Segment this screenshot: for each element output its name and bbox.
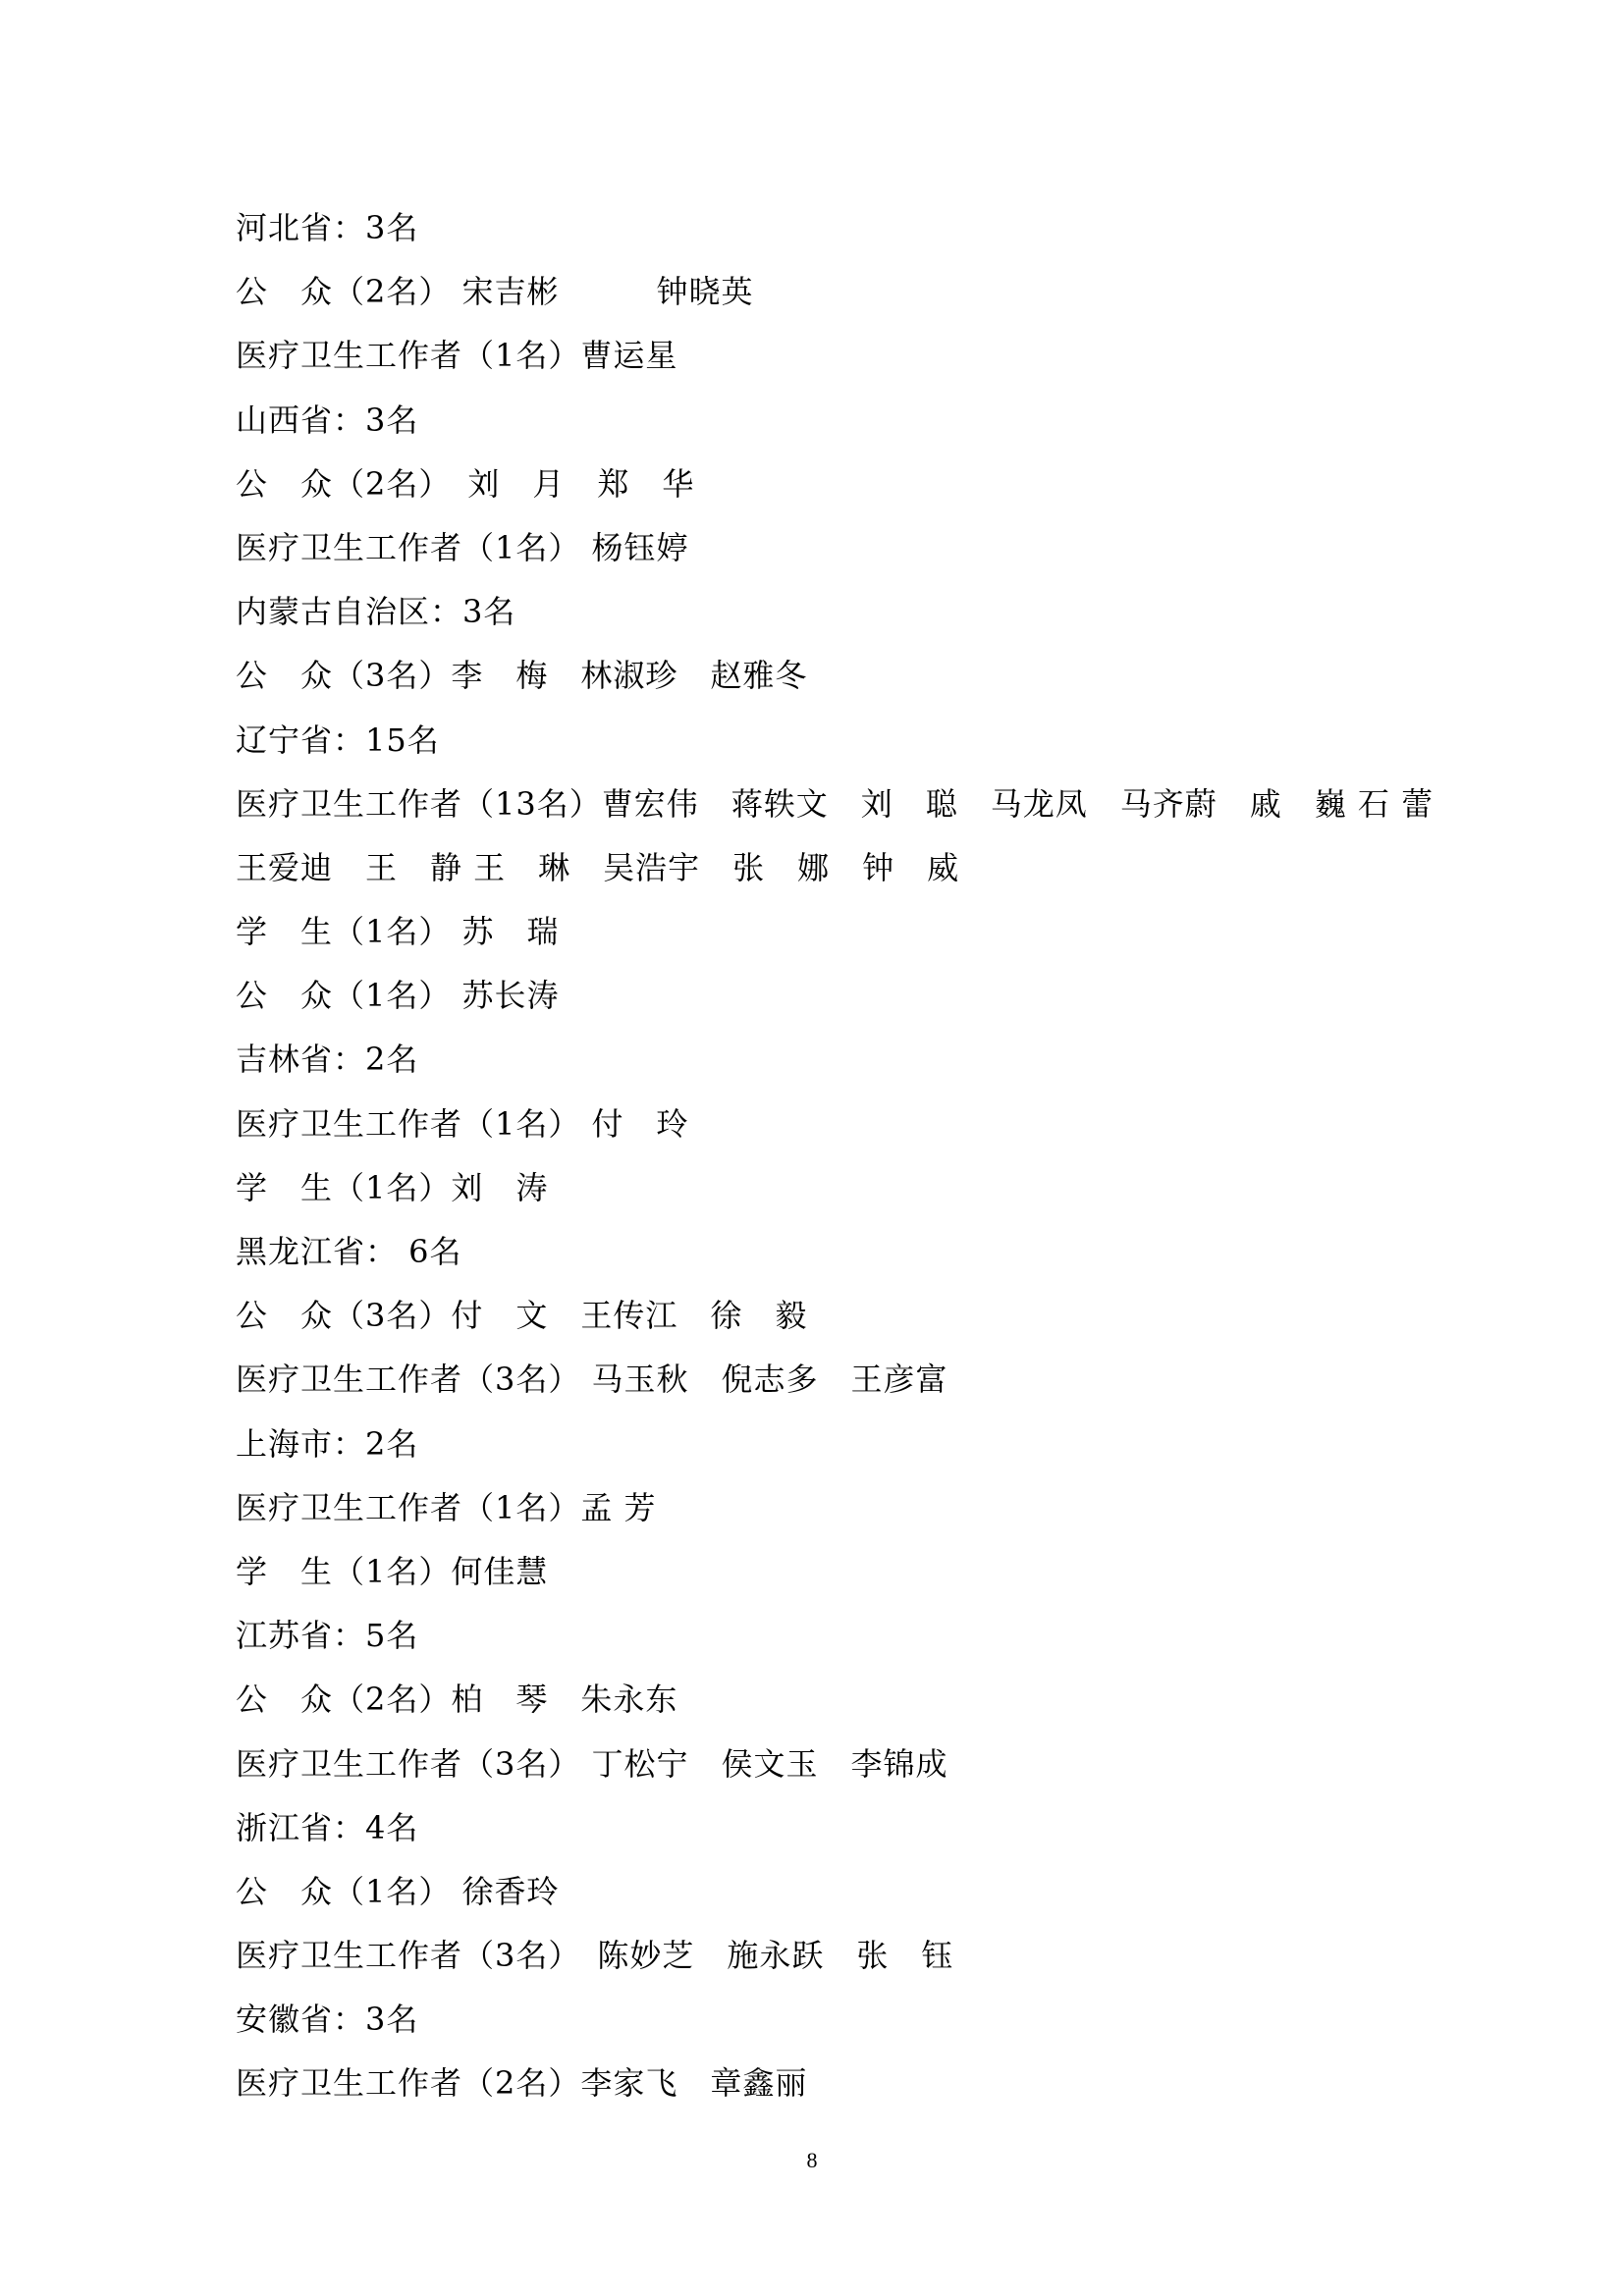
text-line: 学 生（1名）刘 涛 [236, 1168, 549, 1206]
text-line: 公 众（2名）柏 琴 朱永东 [236, 1681, 678, 1719]
text-line: 医疗卫生工作者（2名）李家飞 章鑫丽 [236, 2064, 808, 2103]
text-line: 医疗卫生工作者（1名） 杨钰婷 [236, 528, 689, 566]
text-line: 河北省：3名 [236, 209, 419, 246]
text-line: 医疗卫生工作者（1名） 付 玲 [236, 1104, 689, 1143]
text-line: 上海市：2名 [236, 1424, 419, 1463]
text-line: 吉林省：2名 [236, 1041, 419, 1079]
text-line: 公 众（2名） 刘 月 郑 华 [236, 464, 695, 503]
text-line: 黑龙江省： 6名 [236, 1233, 462, 1270]
text-line: 公 众（1名） 徐香玲 [236, 1872, 560, 1910]
text-line: 公 众（3名）付 文 王传江 徐 毅 [236, 1297, 808, 1335]
text-line: 公 众（1名） 苏长涛 [236, 977, 560, 1015]
text-line: 内蒙古自治区：3名 [236, 593, 516, 631]
text-line: 医疗卫生工作者（3名） 马玉秋 倪志多 王彦富 [236, 1361, 948, 1399]
text-line: 医疗卫生工作者（1名）曹运星 [236, 337, 678, 375]
text-line: 学 生（1名）何佳慧 [236, 1552, 549, 1590]
page-number: 8 [806, 2148, 818, 2172]
text-line: 医疗卫生工作者（1名）孟 芳 [236, 1488, 657, 1526]
text-line: 王爱迪 王 静 王 琳 吴浩宇 张 娜 钟 威 [236, 848, 960, 886]
text-line: 公 众（2名） 宋吉彬 钟晓英 [236, 273, 754, 311]
text-line: 山西省：3名 [236, 400, 419, 439]
text-line: 江苏省：5名 [236, 1617, 419, 1655]
text-line: 医疗卫生工作者（3名） 丁松宁 侯文玉 李锦成 [236, 1744, 948, 1783]
text-line: 安徽省：3名 [236, 2001, 419, 2039]
text-line: 医疗卫生工作者（3名） 陈妙芝 施永跃 张 钰 [236, 1937, 954, 1975]
text-line: 公 众（3名）李 梅 林淑珍 赵雅冬 [236, 657, 808, 695]
text-line: 辽宁省：15名 [236, 721, 440, 759]
text-line: 医疗卫生工作者（13名）曹宏伟 蒋轶文 刘 聪 马龙凤 马齐蔚 戚 巍 石 蕾 [236, 784, 1435, 823]
text-line: 学 生（1名） 苏 瑞 [236, 913, 560, 951]
document-body [236, 202, 1512, 2122]
text-line: 浙江省：4名 [236, 1808, 419, 1846]
